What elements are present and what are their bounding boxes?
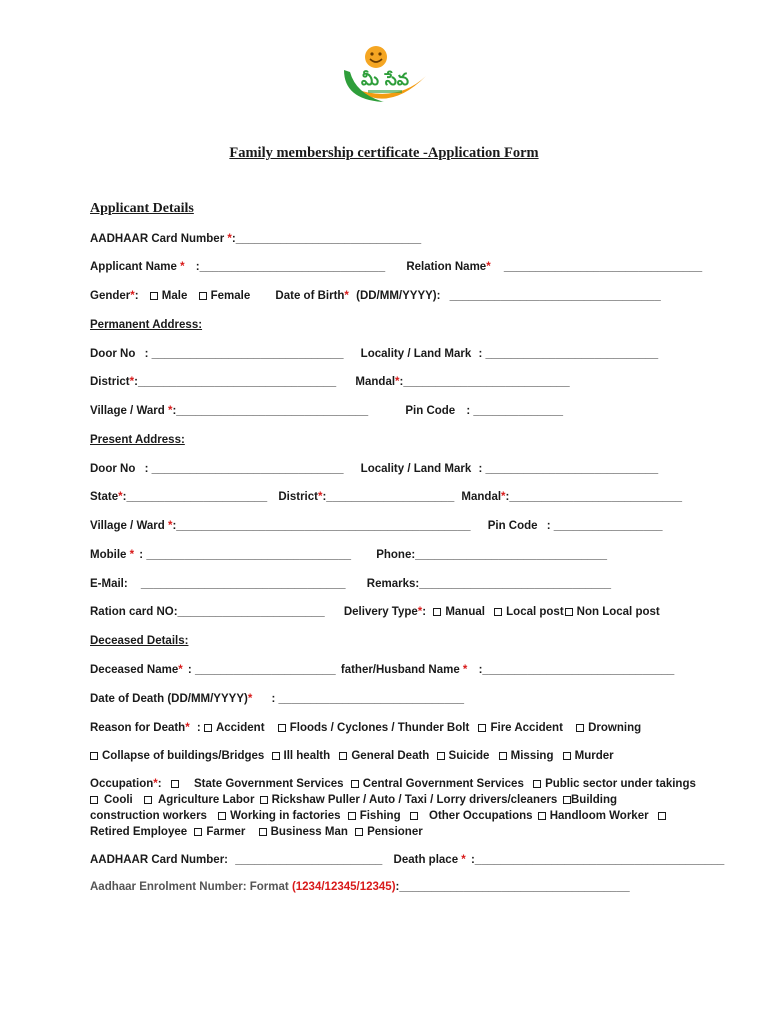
deceased-name-input[interactable]: : ______________________ [187, 664, 336, 676]
aadhaar2-input[interactable]: _______________________ [235, 854, 383, 866]
gender-male-label: Male [161, 290, 188, 302]
occ-fishing-checkbox[interactable] [348, 812, 356, 820]
row-perm-district: District*:_______________________________ Mandal*:__________________________ [90, 376, 570, 388]
row-ration-delivery: Ration card NO:_______________________ Delivery Type*: Manual Local post Non Local post [90, 606, 660, 618]
enrol-input[interactable]: :____________________________________ [395, 881, 630, 893]
reason-drowning-checkbox[interactable] [576, 724, 584, 732]
row-perm-door: Door No : ______________________________ Locality / Land Mark : ___________________________ [90, 348, 659, 360]
mobile-input[interactable]: : ________________________________ [139, 549, 351, 561]
row-pres-village: Village / Ward *:______________________________________________ Pin Code : _________________ [90, 520, 663, 532]
occ-farmer-checkbox[interactable] [194, 828, 202, 836]
form-title: Family membership certificate -Application Form [229, 145, 539, 161]
ration-input[interactable]: :_______________________ [173, 606, 325, 618]
reason-ill-health-checkbox[interactable] [272, 752, 280, 760]
permanent-address-heading: Permanent Address: [90, 319, 203, 331]
row-aadhaar-death-place: AADHAAR Card Number: _______________________ Death place * :_______________________________________ [90, 854, 725, 866]
perm-village-input[interactable]: :______________________________ [172, 405, 369, 417]
applicant-name-label: Applicant Name [90, 261, 177, 273]
perm-mandal-input[interactable]: :__________________________ [399, 376, 570, 388]
perm-pin-input[interactable]: : ______________ [466, 405, 563, 417]
row-reason-1: Reason for Death* : Accident Floods / Cyclones / Thunder Bolt Fire Accident Drowning [90, 722, 642, 734]
relation-name-input[interactable]: _______________________________ [503, 261, 703, 273]
enrol-format: (1234/12345/12345) [291, 881, 396, 893]
reason-general-death-checkbox[interactable] [339, 752, 347, 760]
pres-locality-input[interactable]: : ___________________________ [478, 463, 659, 475]
gender-female-label: Female [210, 290, 251, 302]
row-reason-2: Collapse of buildings/Bridges Ill health General Death Suicide Missing Murder [90, 749, 614, 763]
reason-floods-checkbox[interactable] [278, 724, 286, 732]
occ-building-label-1: Building [571, 794, 617, 806]
perm-locality-input[interactable]: : ___________________________ [478, 348, 659, 360]
row-date-of-death: Date of Death (DD/MM/YYYY)* : _____________________________ [90, 693, 465, 705]
row-gender-dob: Gender*: Male Female Date of Birth* (DD/MM/YYYY): _________________________________ [90, 290, 661, 302]
phone-input[interactable]: :______________________________ [411, 549, 608, 561]
occ-factories-checkbox[interactable] [218, 812, 226, 820]
email-input[interactable]: ________________________________ [140, 578, 346, 590]
row-occupation-1: Occupation*: State Government Services Central Government Services Public sector under takings [90, 778, 696, 790]
gender-female-checkbox[interactable] [199, 292, 207, 300]
aadhaar-input[interactable]: :_____________________________ [231, 233, 422, 245]
dob-input[interactable]: _________________________________ [449, 290, 661, 302]
row-occupation-2: Cooli Agriculture Labor Rickshaw Puller / Auto / Taxi / Lorry drivers/cleaners [90, 793, 575, 807]
delivery-local-checkbox[interactable] [494, 608, 502, 616]
row-email-remarks: E-Mail: ________________________________ Remarks:______________________________ [90, 578, 612, 590]
deceased-details-heading: Deceased Details: [90, 635, 189, 647]
perm-district-input[interactable]: :_______________________________ [134, 376, 337, 388]
occ-rickshaw-checkbox[interactable] [260, 796, 268, 804]
section-applicant-details: Applicant Details [90, 201, 194, 216]
pres-door-input[interactable]: : ______________________________ [144, 463, 344, 475]
perm-door-input[interactable]: : ______________________________ [144, 348, 344, 360]
applicant-name-input[interactable]: :_____________________________ [195, 261, 386, 273]
death-place-input[interactable]: :_______________________________________ [470, 854, 725, 866]
mee-seva-logo [336, 40, 432, 120]
row-occupation-3: construction workers Working in factories Fishing Other Occupations Handloom Worker [90, 809, 670, 823]
present-address-heading: Present Address: [90, 434, 185, 446]
row-perm-village: Village / Ward *:______________________________ Pin Code : ______________ [90, 405, 563, 417]
occ-state-govt-checkbox[interactable] [171, 780, 179, 788]
delivery-nonlocal-checkbox[interactable] [565, 608, 573, 616]
row-deceased-name: Deceased Name* : ______________________ father/Husband Name * :______________________________ [90, 664, 675, 676]
row-occupation-4: Retired Employee Farmer Business Man Pensioner [90, 826, 423, 838]
logo-text: మీ సేవ [361, 70, 409, 90]
occ-public-sector-checkbox[interactable] [533, 780, 541, 788]
pres-village-input[interactable]: :______________________________________________ [172, 520, 471, 532]
occ-building-checkbox[interactable] [563, 796, 571, 804]
reason-suicide-checkbox[interactable] [437, 752, 445, 760]
row-mobile-phone: Mobile * : ________________________________ Phone:______________________________ [90, 549, 608, 561]
occ-retired-checkbox[interactable] [658, 812, 666, 820]
aadhaar-label: AADHAAR Card Number [90, 233, 225, 245]
row-enrolment: Aadhaar Enrolment Number: Format (1234/12345/12345):____________________________________ [90, 881, 630, 893]
pres-state-input[interactable]: :______________________ [122, 491, 268, 503]
delivery-manual-checkbox[interactable] [433, 608, 441, 616]
reason-missing-checkbox[interactable] [499, 752, 507, 760]
occ-central-govt-checkbox[interactable] [351, 780, 359, 788]
row-applicant-name: Applicant Name * :_____________________________ Relation Name* _______________________________ [90, 261, 703, 273]
occ-handloom-checkbox[interactable] [538, 812, 546, 820]
reason-accident-checkbox[interactable] [204, 724, 212, 732]
row-aadhaar: AADHAAR Card Number *:_____________________________ [90, 233, 422, 245]
gender-male-checkbox[interactable] [150, 292, 158, 300]
reason-fire-checkbox[interactable] [478, 724, 486, 732]
dob-label: Date of Birth [275, 290, 345, 302]
pres-mandal-input[interactable]: :___________________________ [505, 491, 683, 503]
date-of-death-input[interactable]: : _____________________________ [271, 693, 465, 705]
row-pres-door: Door No : ______________________________ Locality / Land Mark : ___________________________ [90, 463, 659, 475]
occ-business-checkbox[interactable] [259, 828, 267, 836]
gender-label: Gender [90, 290, 131, 302]
occ-pensioner-checkbox[interactable] [355, 828, 363, 836]
occ-other-checkbox[interactable] [410, 812, 418, 820]
reason-collapse-checkbox[interactable] [90, 752, 98, 760]
remarks-input[interactable]: :______________________________ [415, 578, 612, 590]
occ-agriculture-checkbox[interactable] [144, 796, 152, 804]
relation-name-label: Relation Name [406, 261, 487, 273]
occ-cooli-checkbox[interactable] [90, 796, 98, 804]
pres-district-input[interactable]: :____________________ [322, 491, 455, 503]
pres-pin-input[interactable]: : _________________ [546, 520, 663, 532]
row-pres-state: State*:______________________ District*:____________________ Mandal*:___________________________ [90, 491, 683, 503]
reason-murder-checkbox[interactable] [563, 752, 571, 760]
father-husband-input[interactable]: :______________________________ [478, 664, 675, 676]
